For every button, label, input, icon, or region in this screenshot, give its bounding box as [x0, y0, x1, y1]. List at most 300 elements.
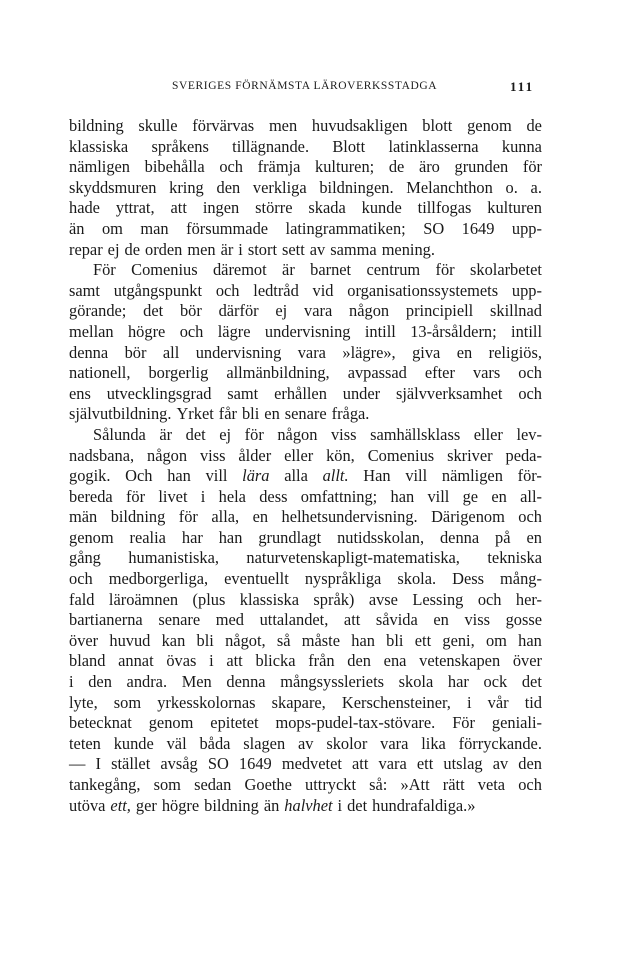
text-line [69, 137, 542, 158]
word: all [162, 342, 180, 362]
text-line [69, 507, 542, 528]
word: ingen [202, 198, 240, 218]
text-line [69, 590, 542, 611]
word: eller [284, 445, 314, 465]
text-line [69, 281, 542, 302]
word: utgångspunkt [113, 280, 203, 300]
word: uttalandet, [259, 610, 329, 630]
word: har [181, 527, 203, 547]
word: 13-årsåldern; [410, 321, 497, 341]
word: han [351, 630, 375, 650]
word: tekniska [487, 548, 542, 568]
word: ger [135, 795, 157, 815]
word: medborgerliga, [108, 569, 209, 589]
word: denna [226, 672, 266, 692]
word: 1649 [461, 218, 495, 238]
word: intill [511, 321, 542, 341]
text-line [69, 219, 542, 240]
word: för [435, 260, 455, 280]
word: ett, [110, 795, 131, 815]
word: bibehålla [144, 157, 205, 177]
word: yttrat, [115, 198, 155, 218]
word: nutidsskolan, [337, 527, 425, 547]
word: intill [364, 321, 396, 341]
text-line [69, 446, 542, 467]
word: och [518, 383, 542, 403]
word: det [143, 301, 164, 321]
word: ålder [238, 445, 272, 465]
word: kulturen [487, 198, 542, 218]
word: avsåg [160, 754, 198, 774]
word: upp- [511, 218, 542, 238]
word: helhetsundervisning. [281, 507, 418, 527]
page-number: 111 [510, 79, 535, 94]
word: alla [284, 466, 308, 486]
word: Han [363, 466, 391, 486]
word: kön, [326, 445, 355, 465]
word: vara [380, 733, 409, 753]
word: genom [69, 527, 114, 547]
word: För [452, 713, 475, 733]
text-line [69, 466, 542, 487]
word: Kerschensteiner, [341, 692, 451, 712]
word: men [268, 116, 298, 135]
text-line [69, 610, 542, 631]
word: skola. [397, 569, 437, 589]
running-title: SVERIGES FÖRNÄMSTA LÄROVERKSSTADGA [172, 80, 438, 92]
word: Yrket [176, 404, 214, 424]
word: och [219, 157, 243, 177]
word: nämligen [69, 157, 130, 177]
word: av [309, 239, 326, 259]
word: så: [369, 775, 388, 794]
word: medvetet [281, 754, 342, 774]
word: geni, [442, 630, 475, 650]
word: epitetet [210, 713, 259, 733]
word: för [125, 486, 146, 506]
word: lära [242, 466, 270, 486]
word: det [347, 795, 368, 815]
word: Lessing [412, 589, 464, 609]
word: vara [304, 301, 333, 321]
word: så [276, 630, 291, 650]
word: i [209, 651, 214, 671]
word: ej [107, 239, 120, 259]
word: latingrammatiken; [285, 218, 406, 238]
word: veta [477, 775, 506, 794]
word: Och [125, 466, 153, 486]
word: samt [69, 280, 100, 300]
word: kulturen; [315, 157, 375, 177]
word: av [298, 733, 314, 753]
word: i [337, 795, 343, 815]
word: avse [368, 589, 398, 609]
word: tillfogas [417, 198, 472, 218]
word: fråga. [331, 404, 370, 424]
word: han [167, 466, 191, 486]
text-line [69, 240, 542, 261]
word: nyspråkliga [304, 569, 382, 589]
word: SO [207, 754, 229, 774]
word: slagen [243, 733, 286, 753]
word: (plus [192, 589, 226, 609]
word: ej [219, 424, 232, 444]
word: alla, [211, 507, 240, 527]
word: bereda [69, 486, 113, 506]
word: mellan [69, 321, 114, 341]
word: principiell [405, 301, 474, 321]
word: Blott [332, 136, 366, 156]
word: rätt [442, 775, 465, 794]
word: vara [297, 342, 326, 362]
word: att [226, 651, 243, 671]
word: försummade [186, 218, 269, 238]
text-line [69, 301, 542, 322]
word: latinklasserna [388, 136, 479, 156]
word: her- [515, 589, 542, 609]
word: Sålunda [93, 424, 146, 444]
word: annat [118, 651, 154, 671]
text-line [69, 754, 542, 775]
text-line [69, 569, 542, 590]
word: stället [111, 754, 151, 774]
word: har [447, 672, 469, 692]
word: bildning [69, 116, 124, 135]
word: bland [69, 651, 106, 671]
word: kunna [501, 136, 542, 156]
word: gosse [505, 610, 542, 630]
word: görande; [69, 301, 127, 321]
word: därför [218, 301, 259, 321]
word: sedan [194, 775, 232, 794]
word: skillnad [490, 301, 542, 321]
word: vetenskapen [419, 651, 501, 671]
word: För [93, 260, 116, 280]
word: bildningen. [319, 177, 394, 197]
word: vars [472, 363, 501, 383]
word: en [456, 342, 473, 362]
word: ej [275, 301, 288, 321]
body-text [69, 116, 542, 816]
word: tid [524, 692, 542, 712]
word: naturvetenskapligt-matematiska, [246, 548, 460, 568]
paragraph [69, 260, 542, 425]
text-line [69, 734, 542, 755]
word: språk) [313, 589, 355, 609]
word: bildning [110, 507, 166, 527]
word: bör [179, 301, 202, 321]
word: o. [505, 177, 518, 197]
word: vill [205, 466, 228, 486]
word: utslag [443, 754, 483, 774]
text-line [69, 404, 542, 425]
paragraph [69, 116, 542, 260]
word: mångsyssleriets [280, 672, 384, 692]
word: en [264, 404, 280, 424]
word: geniali- [491, 713, 542, 733]
word: däremot [212, 260, 267, 280]
word: viss [464, 610, 490, 630]
word: ena [383, 651, 407, 671]
word: självutbildning. [69, 404, 172, 424]
word: den [88, 672, 112, 692]
word: en [491, 486, 507, 506]
word: huvud [109, 630, 151, 650]
text-line [69, 384, 542, 405]
word: Goethe [244, 775, 292, 794]
word: någon [277, 424, 318, 444]
word: om [101, 218, 123, 238]
word: han [218, 527, 243, 547]
word: erhållen [274, 383, 327, 403]
word: genom [467, 116, 512, 135]
word: viss [199, 445, 226, 465]
word: senare [284, 404, 327, 424]
word: blicka [255, 651, 296, 671]
word: och [477, 589, 502, 609]
word: dess [259, 486, 288, 506]
word: skolarbetet [470, 260, 542, 280]
word: båda [199, 733, 231, 753]
word: halvhet [284, 795, 333, 815]
word: måste [301, 630, 340, 650]
text-line [69, 713, 542, 734]
word: under [342, 383, 381, 403]
word: främja [257, 157, 301, 177]
word: över [512, 651, 542, 671]
running-head [0, 80, 640, 100]
word: är [220, 239, 234, 259]
word: högre [161, 795, 200, 815]
word: samma [330, 239, 377, 259]
word: allt. [322, 466, 349, 486]
word: organisationssystemets [347, 280, 499, 300]
text-line [69, 198, 542, 219]
word: centrum [366, 260, 421, 280]
word: och [518, 775, 542, 794]
word: någon [349, 301, 390, 321]
text-line [69, 260, 542, 281]
word: det [521, 672, 542, 692]
word: de [526, 116, 542, 135]
word: vill [427, 486, 450, 506]
word: eller [473, 424, 503, 444]
word: den [518, 754, 542, 774]
word: de [124, 239, 140, 259]
word: kunde [361, 198, 402, 218]
word: tankegång, [69, 775, 141, 794]
word: grunden [454, 157, 509, 177]
word: senare [158, 610, 201, 630]
word: bli [196, 630, 214, 650]
word: samhällsklass [370, 424, 461, 444]
word: från [308, 651, 335, 671]
word: över [69, 630, 99, 650]
word: barnet [310, 260, 352, 280]
word: Därigenom [431, 507, 505, 527]
word: lyte, [69, 692, 98, 712]
word: övas [166, 651, 197, 671]
text-line [69, 157, 542, 178]
word: läroämnen [108, 589, 179, 609]
word: han [518, 630, 542, 650]
word: mång- [500, 569, 542, 589]
word: kunde [113, 733, 154, 753]
word: en [252, 507, 269, 527]
text-line [69, 178, 542, 199]
word: hela [218, 486, 246, 506]
word: äro [418, 157, 440, 177]
text-line [69, 363, 542, 384]
text-line [69, 548, 542, 569]
word: all- [520, 486, 542, 506]
word: men [187, 239, 216, 259]
word: förryckande. [458, 733, 542, 753]
word: ens [69, 383, 91, 403]
word: hundrafaldiga.» [372, 795, 476, 815]
word: för [244, 424, 264, 444]
word: tillägnande. [232, 136, 310, 156]
word: ge [462, 486, 479, 506]
word: är [282, 260, 295, 280]
word: han [390, 486, 415, 506]
word: orden [145, 239, 183, 259]
word: borgerlig [148, 363, 209, 383]
word: och [69, 569, 93, 589]
word: livet [158, 486, 188, 506]
word: skolor [326, 733, 368, 753]
word: ett [414, 630, 432, 650]
word: allmänbildning, [226, 363, 330, 383]
word: såvida [375, 610, 418, 630]
word: mops-pudel-tax-stövare. [275, 713, 436, 733]
word: självverksamhet [395, 383, 503, 403]
word: teten [69, 733, 101, 753]
word: skyddsmuren [69, 177, 157, 197]
word: än [263, 795, 280, 815]
word: de [388, 157, 405, 177]
word: någon [147, 445, 188, 465]
word: lika [421, 733, 446, 753]
word: om [485, 630, 507, 650]
word: kan [161, 630, 186, 650]
word: som [153, 775, 181, 794]
word: grundlagt [258, 527, 322, 547]
word: genom [148, 713, 194, 733]
word: humanistiska, [128, 548, 219, 568]
word: undervisning [195, 342, 282, 362]
word: utvecklingsgrad [106, 383, 212, 403]
word: ock [483, 672, 508, 692]
word: avpassad [347, 363, 407, 383]
word: Men [181, 672, 212, 692]
text-line [69, 528, 542, 549]
word: vid [312, 280, 334, 300]
word: omfattning; [300, 486, 378, 506]
word: vill [405, 466, 428, 486]
word: yrkesskolornas [157, 692, 256, 712]
word: i [69, 672, 74, 692]
word: vår [487, 692, 509, 712]
word: nadsbana, [69, 445, 135, 465]
word: upp- [511, 280, 542, 300]
word: skulle [138, 116, 178, 135]
word: vara [378, 754, 407, 774]
word: och [179, 321, 204, 341]
word: mening. [381, 239, 435, 259]
word: eventuellt [224, 569, 289, 589]
text-line [69, 425, 542, 446]
text-line [69, 775, 542, 796]
word: gogik. [69, 466, 111, 486]
word: för- [517, 466, 542, 486]
word: lev- [516, 424, 542, 444]
word: för [178, 507, 198, 527]
word: kring [169, 177, 204, 197]
word: den [347, 651, 371, 671]
word: på [495, 527, 511, 547]
word: bli [241, 404, 260, 424]
word: uttryckt [305, 775, 356, 794]
word: och [518, 363, 542, 383]
word: i [238, 239, 243, 259]
word: större [255, 198, 293, 218]
word: man [140, 218, 169, 238]
word: ledtråd [253, 280, 299, 300]
word: betecknat [69, 713, 132, 733]
word: något, [225, 630, 266, 650]
word: är [159, 424, 173, 444]
word: utöva [69, 795, 106, 815]
word: realia [129, 527, 166, 547]
text-line [69, 651, 542, 672]
word: en [433, 610, 449, 630]
word: skola [398, 672, 434, 692]
word: och [518, 507, 542, 527]
word: i [467, 692, 472, 712]
word: att [352, 754, 369, 774]
word: giva [412, 342, 441, 362]
word: viss [330, 424, 357, 444]
word: får [218, 404, 237, 424]
text-line [69, 693, 542, 714]
word: högre [127, 321, 166, 341]
text-line [69, 116, 542, 137]
word: Comenius [131, 260, 198, 280]
word: skapare, [271, 692, 326, 712]
word: skada [308, 198, 346, 218]
word: undervisning [264, 321, 351, 341]
word: blott [422, 116, 453, 135]
word: att [343, 610, 361, 630]
word: bli [386, 630, 404, 650]
word: huvudsakligen [311, 116, 408, 135]
word: män [69, 507, 98, 527]
word: ett [416, 754, 434, 774]
paragraph [69, 425, 542, 816]
word: SO [423, 218, 445, 238]
word: sett [282, 239, 305, 259]
word: bör [124, 342, 147, 362]
word: med [215, 610, 244, 630]
word: stort [247, 239, 277, 259]
word: av [492, 754, 509, 774]
word: Comenius [367, 445, 435, 465]
word: religiös, [488, 342, 542, 362]
word: denna [69, 342, 109, 362]
word: hade [69, 198, 100, 218]
word: en [526, 527, 542, 547]
